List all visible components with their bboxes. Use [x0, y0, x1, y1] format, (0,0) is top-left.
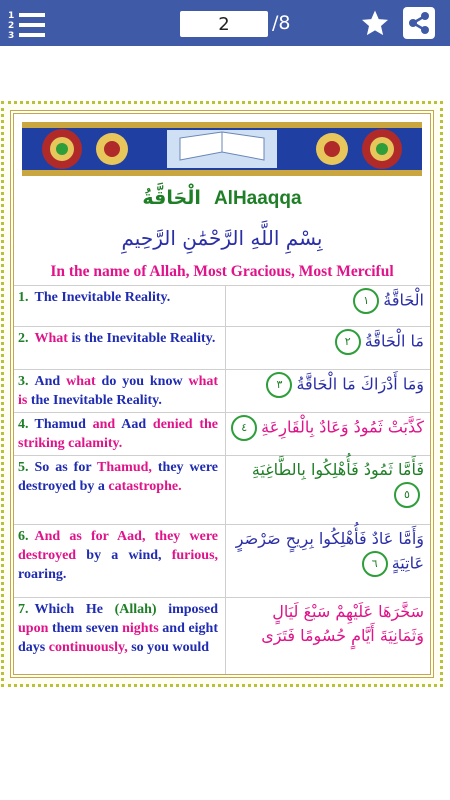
verse-arabic: [226, 600, 424, 648]
ayah-marker-icon: ٥: [394, 482, 420, 508]
verse-text: what is: [18, 374, 219, 408]
verse-text: nights: [122, 621, 159, 636]
verse-text: the Inevitable Reality.: [84, 331, 216, 346]
verse-number: 4.: [18, 417, 29, 432]
surah-title-english: AlHaaqqa: [213, 188, 302, 209]
verse-text: they were destroyed by a: [18, 460, 219, 494]
verse-text: upon: [18, 621, 49, 636]
verse-text: the Inevitable Reality.: [30, 393, 162, 408]
verse-text: so you would: [131, 640, 210, 655]
verse-text: by a wind,: [86, 548, 162, 563]
arabic-text: وَمَا أَدْرَاكَ مَا الْحَاقَّةُ: [296, 374, 424, 394]
verse-text: Thamud,: [97, 460, 152, 475]
verse-text: and: [92, 417, 116, 432]
ayah-marker-icon: ٤: [231, 415, 257, 441]
verse-text: do you know: [101, 374, 183, 389]
verse-text: The Inevitable Reality.: [34, 290, 171, 305]
verse-text: catastrophe.: [108, 479, 182, 494]
verse-row: [14, 524, 430, 597]
verse-arabic: [226, 415, 424, 441]
arabic-text: كَذَّبَتْ ثَمُودُ وَعَادٌ بِالْقَارِعَةِ: [261, 417, 424, 437]
verse-translation: [18, 415, 218, 453]
verse-translation: [18, 288, 218, 307]
surah-frame: [1, 101, 443, 687]
surah-panel: [10, 110, 434, 678]
ornamental-banner: [22, 122, 422, 176]
bismillah-translation: In the name of Allah, Most Gracious, Most Merciful: [50, 263, 394, 280]
numbered-list-icon[interactable]: [8, 9, 48, 39]
verse-number: 3.: [18, 374, 29, 389]
verse-text: is: [71, 331, 81, 346]
verse-row: [14, 597, 430, 678]
verse-text: imposed: [168, 602, 219, 617]
verse-text: and eight days: [18, 621, 219, 655]
surah-title: [14, 187, 430, 210]
arabic-text: مَا الْحَاقَّةُ: [364, 331, 424, 351]
share-icon[interactable]: [403, 7, 435, 39]
verse-number: 5.: [18, 460, 29, 475]
verse-text: continuously,: [48, 640, 128, 655]
svg-text:3: 3: [8, 31, 15, 39]
ayah-marker-icon: ٣: [266, 372, 292, 398]
verse-arabic: [226, 458, 424, 508]
bismillah-arabic: بِسْمِ اللَّهِ الرَّحْمَٰنِ الرَّحِيمِ: [121, 226, 323, 250]
verse-text: (Allah): [114, 602, 157, 617]
verse-number: 7.: [18, 602, 29, 617]
arabic-text: وَثَمَانِيَةَ أَيَّامٍ حُسُومًا فَتَرَى: [261, 626, 424, 645]
verse-text: So as for: [34, 460, 92, 475]
verse-text: what: [66, 374, 96, 389]
verse-arabic: [226, 372, 424, 398]
verse-arabic: [226, 288, 424, 314]
verse-row: [14, 326, 430, 369]
verse-row: [14, 412, 430, 455]
verse-text: denied the striking calamity.: [18, 417, 219, 451]
verse-text: He: [85, 602, 103, 617]
verse-text: them seven: [51, 621, 119, 636]
verse-row: [14, 455, 430, 524]
verse-translation: [18, 329, 218, 348]
verse-translation: [18, 458, 218, 496]
verse-row: [14, 369, 430, 412]
page-total: /8: [272, 12, 291, 34]
verse-text: And as for Aad,: [34, 529, 146, 544]
verse-translation: [18, 600, 218, 657]
verse-translation: [18, 527, 218, 584]
verse-text: they were destroyed: [18, 529, 218, 563]
svg-text:2: 2: [8, 21, 15, 31]
verse-row: [14, 285, 430, 326]
arabic-text: سَخَّرَهَا عَلَيْهِمْ سَبْعَ لَيَالٍ: [272, 602, 424, 621]
star-icon[interactable]: [360, 8, 390, 38]
arabic-text: فَأَمَّا ثَمُودُ فَأُهْلِكُوا بِالطَّاغِيَةِ: [251, 460, 424, 479]
verse-number: 1.: [18, 290, 29, 305]
page-number-input[interactable]: [180, 11, 268, 37]
verse-text: What: [34, 331, 68, 346]
verse-arabic: [226, 329, 424, 355]
ayah-marker-icon: ١: [353, 288, 379, 314]
verse-arabic: [226, 527, 424, 577]
arabic-text: الْحَاقَّةُ: [383, 290, 424, 310]
ayah-marker-icon: ٦: [362, 551, 388, 577]
verse-text: Which: [34, 602, 75, 617]
verse-number: 2.: [18, 331, 29, 346]
svg-text:1: 1: [8, 11, 15, 21]
top-toolbar: [0, 0, 450, 46]
surah-title-arabic: الْحَاقَّةُ: [142, 187, 201, 209]
verse-text: furious,: [171, 548, 219, 563]
verse-text: roaring.: [18, 567, 67, 582]
verse-text: Aad: [121, 417, 147, 432]
ayah-marker-icon: ٢: [335, 329, 361, 355]
verse-text: Thamud: [34, 417, 86, 432]
verse-number: 6.: [18, 529, 29, 544]
verse-text: And: [34, 374, 61, 389]
arabic-text: وَأَمَّا عَادٌ فَأُهْلِكُوا بِرِيحٍ صَرْصَرٍ عَاتِيَةٍ: [235, 529, 424, 573]
verse-translation: [18, 372, 218, 410]
